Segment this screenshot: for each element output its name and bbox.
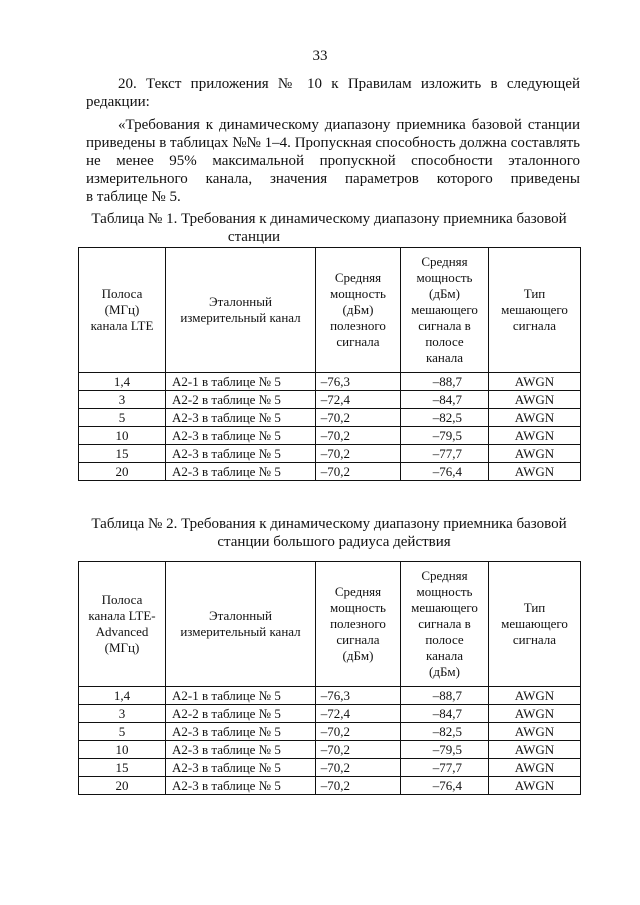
table-cell: –72,4 — [316, 391, 401, 409]
table-row — [79, 705, 581, 723]
table-cell: –70,2 — [316, 445, 401, 463]
table-cell: 5 — [79, 723, 166, 741]
table-cell: –72,4 — [316, 705, 401, 723]
para2-line2: приведены в таблицах №№ 1–4. Пропускная способность должна составлять — [86, 135, 580, 151]
table2-header-interferer-type: Тип мешающего сигнала — [489, 562, 581, 687]
table-cell: –76,4 — [401, 463, 489, 481]
table-row — [79, 723, 581, 741]
table-cell: AWGN — [489, 705, 581, 723]
table1-header-row — [79, 248, 581, 373]
table-row — [79, 445, 581, 463]
table-cell: A2-1 в таблице № 5 — [166, 687, 316, 705]
table-row — [79, 391, 581, 409]
table1-caption-line1: Таблица № 1. Требования к динамическому диапазону приемника базовой — [91, 211, 567, 227]
table-cell: –70,2 — [316, 723, 401, 741]
table-row — [79, 409, 581, 427]
table-cell: –70,2 — [316, 741, 401, 759]
table2-header-wanted-power: Средняя мощность полезного сигнала (дБм) — [316, 562, 401, 687]
table-cell: –76,3 — [316, 373, 401, 391]
table-cell: 20 — [79, 463, 166, 481]
table-cell: –84,7 — [401, 705, 489, 723]
table-cell: A2-2 в таблице № 5 — [166, 705, 316, 723]
table-row — [79, 777, 581, 795]
table-cell: A2-3 в таблице № 5 — [166, 777, 316, 795]
table-cell: –76,4 — [401, 777, 489, 795]
table-cell: AWGN — [489, 409, 581, 427]
table-row — [79, 741, 581, 759]
table-cell: AWGN — [489, 373, 581, 391]
table-cell: –70,2 — [316, 463, 401, 481]
table-cell: –79,5 — [401, 427, 489, 445]
para2-line4: измерительного канала, значения параметров которого приведены — [86, 171, 580, 187]
table-cell: –76,3 — [316, 687, 401, 705]
table-cell: A2-3 в таблице № 5 — [166, 427, 316, 445]
table1 — [78, 247, 581, 481]
table-cell: –84,7 — [401, 391, 489, 409]
para1-line1: 20. Текст приложения № 10 к Правилам изложить в следующей — [118, 76, 580, 92]
table-cell: AWGN — [489, 687, 581, 705]
table-cell: –77,7 — [401, 445, 489, 463]
table-cell: 15 — [79, 759, 166, 777]
table-cell: A2-3 в таблице № 5 — [166, 759, 316, 777]
table1-header-wanted-power: Средняя мощность (дБм) полезного сигнала — [316, 248, 401, 373]
table-cell: 3 — [79, 391, 166, 409]
table2 — [78, 561, 581, 795]
para2-line3: не менее 95% максимальной пропускной способности эталонного — [86, 153, 580, 169]
table-cell: A2-1 в таблице № 5 — [166, 373, 316, 391]
table-row — [79, 759, 581, 777]
table1-header-ref-channel: Эталонный измерительный канал — [166, 248, 316, 373]
table-cell: AWGN — [489, 427, 581, 445]
table2-caption — [78, 515, 580, 551]
table-cell: A2-3 в таблице № 5 — [166, 741, 316, 759]
page-number: 33 — [312, 48, 328, 64]
table-cell: AWGN — [489, 777, 581, 795]
table-row — [79, 463, 581, 481]
table-cell: –70,2 — [316, 777, 401, 795]
table-cell: 10 — [79, 741, 166, 759]
table-cell: 20 — [79, 777, 166, 795]
table2-header-bandwidth: Полоса канала LTE- Advanced (МГц) — [79, 562, 166, 687]
table-cell: AWGN — [489, 723, 581, 741]
table-cell: –88,7 — [401, 687, 489, 705]
table1-header-bandwidth: Полоса (МГц) канала LTE — [79, 248, 166, 373]
table-cell: 3 — [79, 705, 166, 723]
table-cell: –70,2 — [316, 409, 401, 427]
table2-header-ref-channel: Эталонный измерительный канал — [166, 562, 316, 687]
table-cell: –82,5 — [401, 723, 489, 741]
table-cell: 15 — [79, 445, 166, 463]
para2-line1: «Требования к динамическому диапазону приемника базовой станции — [118, 117, 580, 133]
table2-caption-line2: станции большого радиуса действия — [217, 534, 451, 550]
table-cell: 10 — [79, 427, 166, 445]
table-cell: AWGN — [489, 391, 581, 409]
table-cell: –77,7 — [401, 759, 489, 777]
table-cell: 1,4 — [79, 373, 166, 391]
table-cell: A2-3 в таблице № 5 — [166, 723, 316, 741]
table-row — [79, 373, 581, 391]
table-cell: 1,4 — [79, 687, 166, 705]
table1-header-interferer-type: Тип мешающего сигнала — [489, 248, 581, 373]
table-cell: A2-3 в таблице № 5 — [166, 463, 316, 481]
table-cell: –79,5 — [401, 741, 489, 759]
table-cell: AWGN — [489, 445, 581, 463]
table2-header-interferer-power: Средняя мощность мешающего сигнала в полосе канала (дБм) — [401, 562, 489, 687]
table-cell: –70,2 — [316, 759, 401, 777]
para2-line5: в таблице № 5. — [86, 189, 181, 205]
table-row — [79, 427, 581, 445]
table1-caption — [78, 210, 580, 246]
table-cell: AWGN — [489, 741, 581, 759]
table-row — [79, 687, 581, 705]
table-cell: –70,2 — [316, 427, 401, 445]
para1-line2: редакции: — [86, 94, 150, 110]
table2-caption-line1: Таблица № 2. Требования к динамическому диапазону приемника базовой — [91, 516, 567, 532]
table-cell: AWGN — [489, 759, 581, 777]
table-cell: 5 — [79, 409, 166, 427]
table-cell: –82,5 — [401, 409, 489, 427]
table-cell: A2-3 в таблице № 5 — [166, 409, 316, 427]
table2-header-row — [79, 562, 581, 687]
table-cell: AWGN — [489, 463, 581, 481]
table1-header-interferer-power: Средняя мощность (дБм) мешающего сигнала в полосе канала — [401, 248, 489, 373]
table-cell: A2-3 в таблице № 5 — [166, 445, 316, 463]
table-cell: –88,7 — [401, 373, 489, 391]
table-cell: A2-2 в таблице № 5 — [166, 391, 316, 409]
table1-caption-line2: станции — [227, 229, 281, 245]
